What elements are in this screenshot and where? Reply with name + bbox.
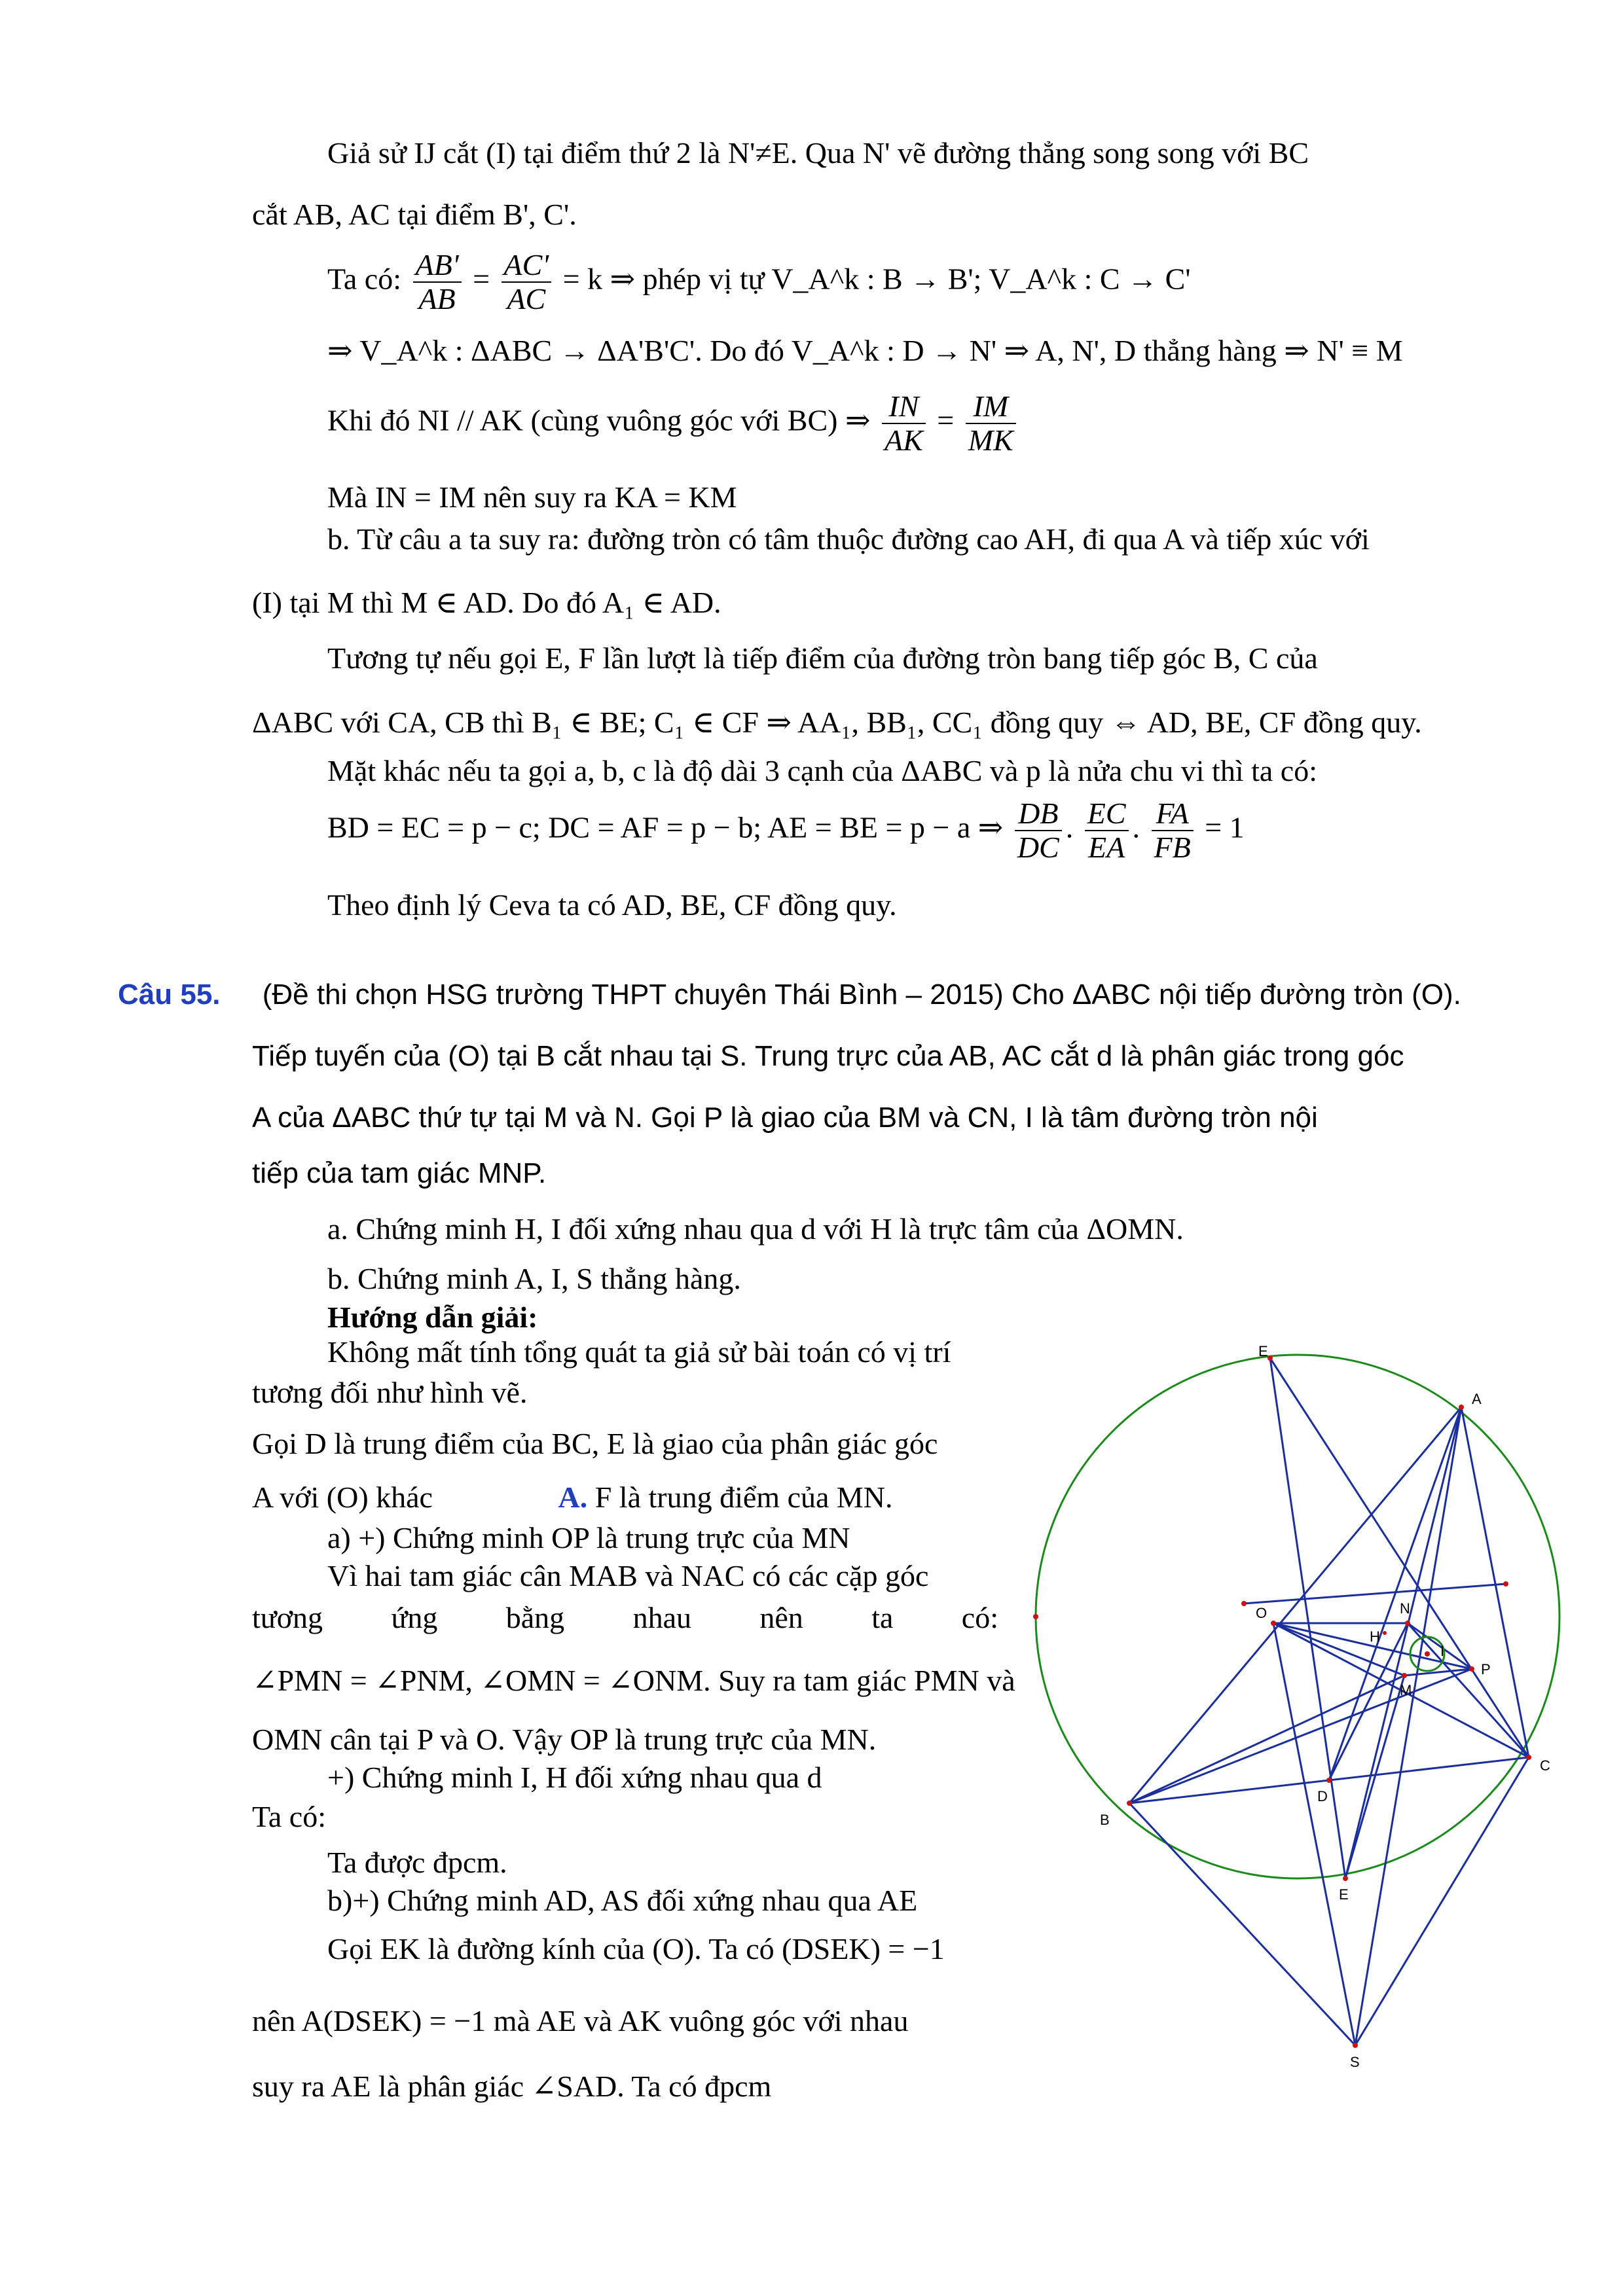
- text-line: tương đối như hình vẽ.: [252, 1376, 528, 1409]
- label-H: H: [1370, 1628, 1380, 1645]
- text-span: = 1: [1205, 810, 1245, 844]
- point-O: [1271, 1621, 1276, 1626]
- point-E-bottom: [1343, 1876, 1348, 1881]
- text-line: A của ΔABC thứ tự tại M và N. Gọi P là giao của BM và CN, I là tâm đường tròn nội: [252, 1102, 1318, 1134]
- point-P: [1469, 1666, 1474, 1672]
- subquestion-b: b. Chứng minh A, I, S thẳng hàng.: [327, 1262, 741, 1295]
- text-line: Gọi D là trung điểm của BC, E là giao của phân giác góc: [252, 1427, 938, 1460]
- line-CN: [1408, 1623, 1529, 1757]
- text-line: ∠PMN = ∠PNM, ∠OMN = ∠ONM. Suy ra tam giác PMN và: [252, 1664, 1015, 1697]
- word: ứng: [391, 1601, 438, 1634]
- point-B: [1127, 1801, 1132, 1806]
- point-H: [1383, 1631, 1387, 1635]
- label-C: C: [1540, 1757, 1550, 1774]
- point-N: [1405, 1621, 1410, 1626]
- point-M: [1402, 1673, 1407, 1678]
- label-A: A: [1472, 1391, 1482, 1407]
- points: [1033, 1355, 1531, 2048]
- text-line: Tương tự nếu gọi E, F lần lượt là tiếp điểm của đường tròn bang tiếp góc B, C của: [327, 641, 1318, 675]
- question-text: (Đề thi chọn HSG trường THPT chuyên Thái Bình – 2015) Cho ΔABC nội tiếp đường tròn (O).: [262, 978, 1461, 1011]
- text-line: Không mất tính tổng quát ta giả sử bài toán có vị trí: [327, 1335, 951, 1369]
- point-right: [1503, 1581, 1508, 1587]
- line-CS: [1355, 1757, 1529, 2045]
- word: nên: [759, 1601, 803, 1634]
- point-E-top: [1267, 1355, 1273, 1361]
- fraction: $\frac{AB'}{AB}$: [413, 249, 462, 315]
- fraction: $\frac{IM}{MK}$: [966, 390, 1016, 457]
- circumcircle-O: [1036, 1355, 1559, 1878]
- word: có:: [961, 1601, 998, 1634]
- text-line: cắt AB, AC tại điểm B', C'.: [252, 198, 577, 231]
- word: ta: [871, 1601, 894, 1634]
- text-span: A với (O) khác: [252, 1480, 433, 1514]
- word: bằng: [505, 1601, 565, 1634]
- label-S: S: [1350, 2054, 1360, 2070]
- text-line: ΔABC với CA, CB thì B₁ ∈ BE; C₁ ∈ CF ⇒ AA₁, BB₁, CC₁ đồng quy ⇔ AD, BE, CF đồng quy.: [252, 706, 1422, 739]
- text-line: Vì hai tam giác cân MAB và NAC có các cặp góc: [327, 1559, 929, 1592]
- word: nhau: [632, 1601, 691, 1634]
- question-label: Câu 55.: [118, 978, 221, 1011]
- text-span: Khi đó NI // AK (cùng vuông góc với BC) ⇒: [327, 403, 871, 437]
- fraction: $\frac{EC}{EA}$: [1085, 797, 1129, 864]
- point-A: [1459, 1405, 1464, 1410]
- line-OS: [1273, 1623, 1355, 2045]
- text-line: [252, 1479, 893, 1516]
- text-span: Ta có:: [327, 262, 402, 296]
- text-line: Ta được đpcm.: [327, 1846, 507, 1879]
- highlight-A: A.: [558, 1480, 588, 1514]
- line-AS: [1355, 1407, 1461, 2045]
- text-line: a) +) Chứng minh OP là trung trực của MN: [327, 1521, 850, 1554]
- text-line: Theo định lý Ceva ta có AD, BE, CF đồng quy.: [327, 888, 897, 922]
- equation-line: Khi đó NI // AK (cùng vuông góc với BC) ⇒ $\frac{IN}{AK}$ = $\frac{IM}{MK}$: [327, 390, 1020, 457]
- solution-title: Hướng dẫn giải:: [327, 1300, 538, 1334]
- label-D: D: [1317, 1788, 1328, 1804]
- text-line: Tiếp tuyến của (O) tại B cắt nhau tại S. Trung trực của AB, AC cắt d là phân giác trong góc: [252, 1040, 1404, 1072]
- subquestion-a: a. Chứng minh H, I đối xứng nhau qua d với H là trực tâm của ΔOMN.: [327, 1212, 1184, 1246]
- point-I: [1425, 1651, 1430, 1657]
- fraction: $\frac{FA}{FB}$: [1152, 797, 1194, 864]
- text-line: b. Từ câu a ta suy ra: đường tròn có tâm thuộc đường cao AH, đi qua A và tiếp xúc với: [327, 522, 1370, 556]
- text-line: ⇒ V_A^k : ΔABC → ΔA'B'C'. Do đó V_A^k : D → N' ⇒ A, N', D thẳng hàng ⇒ N' ≡ M: [327, 334, 1403, 367]
- fraction: $\frac{AC'}{AC}$: [501, 249, 552, 315]
- point-left: [1241, 1601, 1247, 1606]
- text-span: = k ⇒ phép vị tự V_A^k : B → B'; V_A^k : C → C': [562, 262, 1191, 296]
- construction-lines: [1129, 1358, 1529, 2045]
- point-D: [1326, 1778, 1332, 1783]
- text-line: Gọi EK là đường kính của (O). Ta có (DSEK) = −1: [327, 1932, 945, 1965]
- text-line: +) Chứng minh I, H đối xứng nhau qua d: [327, 1761, 822, 1794]
- geometry-figure: [1021, 1335, 1597, 2081]
- equation-line: BD = EC = p − c; DC = AF = p − b; AE = BE = p − a ⇒ $\frac{DB}{DC}$ . $\frac{EC}{EA}$ . $\frac{FA}{FB}$ = 1: [327, 797, 1245, 864]
- text-line: Ta có:: [252, 1800, 327, 1833]
- text-line: tiếp của tam giác MNP.: [252, 1157, 547, 1189]
- text-line: suy ra AE là phân giác ∠SAD. Ta có đpcm: [252, 2070, 772, 2103]
- point-circle-left: [1033, 1614, 1038, 1619]
- text-span: BD = EC = p − c; DC = AF = p − b; AE = BE = p − a ⇒: [327, 810, 1004, 844]
- question-heading: [118, 977, 1461, 1013]
- fraction: $\frac{IN}{AK}$: [882, 390, 926, 457]
- line-BM: [1129, 1676, 1404, 1803]
- text-line: OMN cân tại P và O. Vậy OP là trung trực của MN.: [252, 1723, 877, 1756]
- label-E-top: E: [1258, 1343, 1268, 1359]
- line-AD: [1329, 1407, 1461, 1780]
- label-B: B: [1100, 1812, 1110, 1828]
- label-N: N: [1400, 1600, 1410, 1617]
- label-E-bottom: E: [1339, 1886, 1349, 1903]
- word: tương: [252, 1601, 323, 1634]
- label-P: P: [1481, 1661, 1491, 1677]
- text-line: Mà IN = IM nên suy ra KA = KM: [327, 480, 737, 514]
- text-line: b)+) Chứng minh AD, AS đối xứng nhau qua AE: [327, 1884, 918, 1917]
- text-span: F là trung điểm của MN.: [594, 1480, 893, 1514]
- line-AB: [1129, 1407, 1461, 1803]
- line-BS: [1129, 1803, 1355, 2045]
- label-O: O: [1256, 1605, 1267, 1621]
- line-perp: [1244, 1584, 1506, 1604]
- point-S: [1353, 2043, 1358, 2048]
- label-I: I: [1440, 1643, 1445, 1659]
- text-line: nên A(DSEK) = −1 mà AE và AK vuông góc với nhau: [252, 2004, 909, 2037]
- text-line: Mặt khác nếu ta gọi a, b, c là độ dài 3 cạnh của ΔABC và p là nửa chu vi thì ta có:: [327, 754, 1318, 787]
- equation-line: Ta có: $\frac{AB'}{AB}$ = $\frac{AC'}{AC}$ = k ⇒ phép vị tự V_A^k : B → B'; V_A^k : C → C': [327, 248, 1191, 315]
- justified-line: [252, 1600, 998, 1636]
- text-line: Giả sử IJ cắt (I) tại điểm thứ 2 là N'≠E. Qua N' vẽ đường thẳng song song với BC: [327, 136, 1309, 170]
- fraction: $\frac{DB}{DC}$: [1015, 797, 1062, 864]
- label-M: M: [1400, 1682, 1412, 1698]
- text-line: (I) tại M thì M ∈ AD. Do đó A₁ ∈ AD.: [252, 586, 721, 619]
- point-C: [1526, 1755, 1531, 1760]
